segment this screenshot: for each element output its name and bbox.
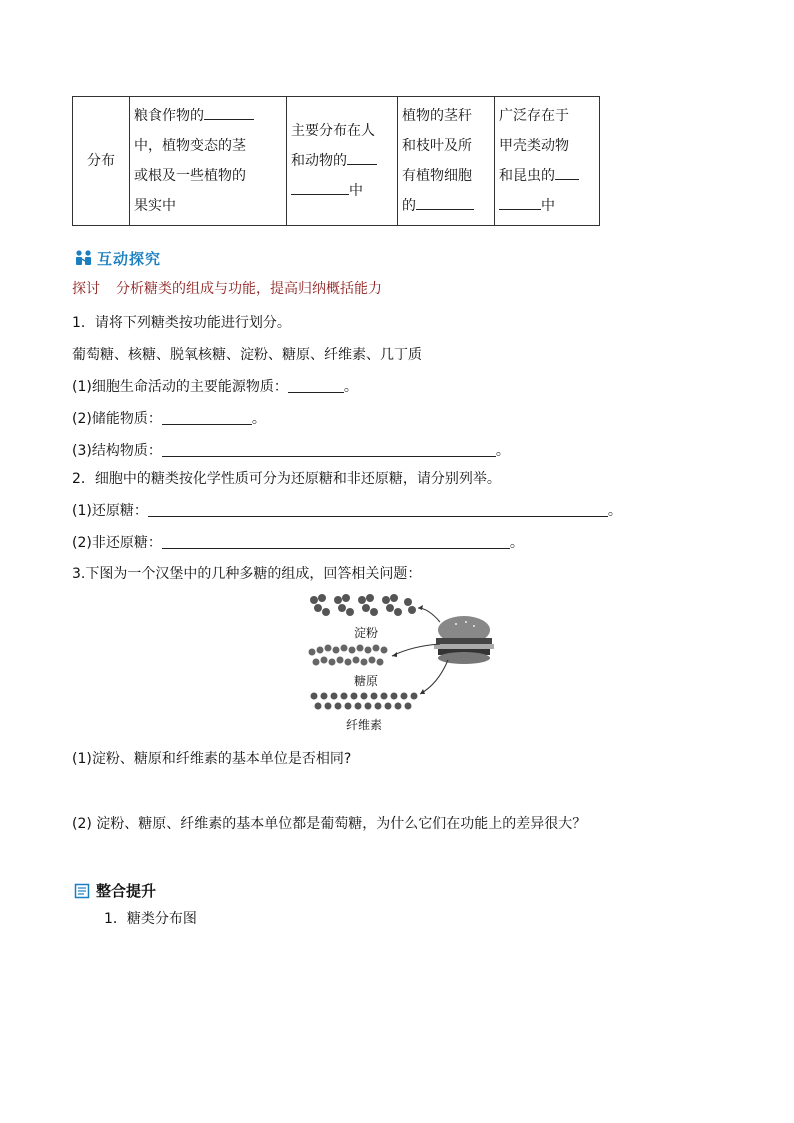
glycogen-cell: 主要分布在人 和动物的 中 — [287, 97, 398, 226]
q1-stem: 1．请将下列糖类按功能进行划分。 — [72, 315, 291, 331]
starch-chain-graphic — [310, 594, 416, 616]
explore-heading: 探讨 分析糖类的组成与功能，提高归纳概括能力 — [72, 281, 382, 297]
glycogen-chain-graphic — [309, 645, 388, 666]
q3-sub2: (2) 淀粉、糖原、纤维素的基本单位都是葡萄糖，为什么它们在功能上的差异很大？ — [72, 816, 587, 832]
table-row — [73, 97, 600, 226]
polysaccharide-distribution-table — [72, 96, 600, 226]
people-interaction-icon — [74, 249, 94, 267]
arrow-to-glycogen — [392, 644, 440, 656]
answer-blank[interactable] — [288, 376, 344, 393]
chitin-cell: 广泛存在于 甲壳类动物 和昆虫的 中 — [495, 97, 600, 226]
blank[interactable] — [499, 191, 541, 210]
cellulose-cell: 植物的茎秆 和枝叶及所 有植物细胞 的 — [398, 97, 495, 226]
label-glycogen: 糖原 — [354, 674, 379, 688]
section-title: 互动探究 — [97, 249, 162, 268]
blank[interactable] — [204, 101, 254, 120]
answer-blank[interactable] — [162, 440, 496, 457]
notebook-icon — [74, 883, 90, 899]
q1-a: (1)细胞生命活动的主要能源物质： 。 — [72, 376, 358, 396]
section-header — [74, 248, 161, 268]
q2-stem: 2．细胞中的糖类按化学性质可分为还原糖和非还原糖，请分别列举。 — [72, 471, 501, 487]
q2-b: (2)非还原糖： 。 — [72, 532, 524, 552]
starch-cell: 粮食作物的 中，植物变态的茎 或根及一些植物的 果实中 — [130, 97, 287, 226]
arrowhead — [418, 605, 423, 610]
hamburger-graphic — [434, 616, 494, 664]
row-label: 分布 — [73, 97, 130, 226]
answer-blank[interactable] — [162, 532, 510, 549]
arrowhead — [392, 652, 397, 657]
blank[interactable] — [291, 176, 349, 195]
blank[interactable] — [347, 146, 377, 165]
arrow-to-cellulose — [420, 660, 448, 694]
answer-blank[interactable] — [148, 500, 608, 517]
label-starch: 淀粉 — [354, 626, 379, 640]
q3-sub1: (1)淀粉、糖原和纤维素的基本单位是否相同? — [72, 751, 352, 767]
label-cellulose: 纤维素 — [346, 718, 383, 732]
q1-b: (2)储能物质： 。 — [72, 408, 266, 428]
cellulose-chain-graphic — [311, 693, 418, 710]
integration-item-1: 1．糖类分布图 — [104, 911, 197, 927]
polysaccharide-figure — [300, 588, 510, 734]
q2-a: (1)还原糖： 。 — [72, 500, 622, 520]
integration-header — [74, 880, 156, 901]
q3-stem: 3.下图为一个汉堡中的几种多糖的组成，回答相关问题： — [72, 566, 422, 582]
integration-title: 整合提升 — [96, 882, 157, 900]
blank[interactable] — [555, 161, 579, 180]
q1-c: (3)结构物质： 。 — [72, 440, 510, 460]
blank[interactable] — [416, 191, 474, 210]
answer-blank[interactable] — [162, 408, 252, 425]
arrow-to-starch — [418, 608, 440, 622]
polysaccharide-diagram — [300, 588, 510, 734]
q1-list: 葡萄糖、核糖、脱氧核糖、淀粉、糖原、纤维素、几丁质 — [72, 347, 422, 363]
